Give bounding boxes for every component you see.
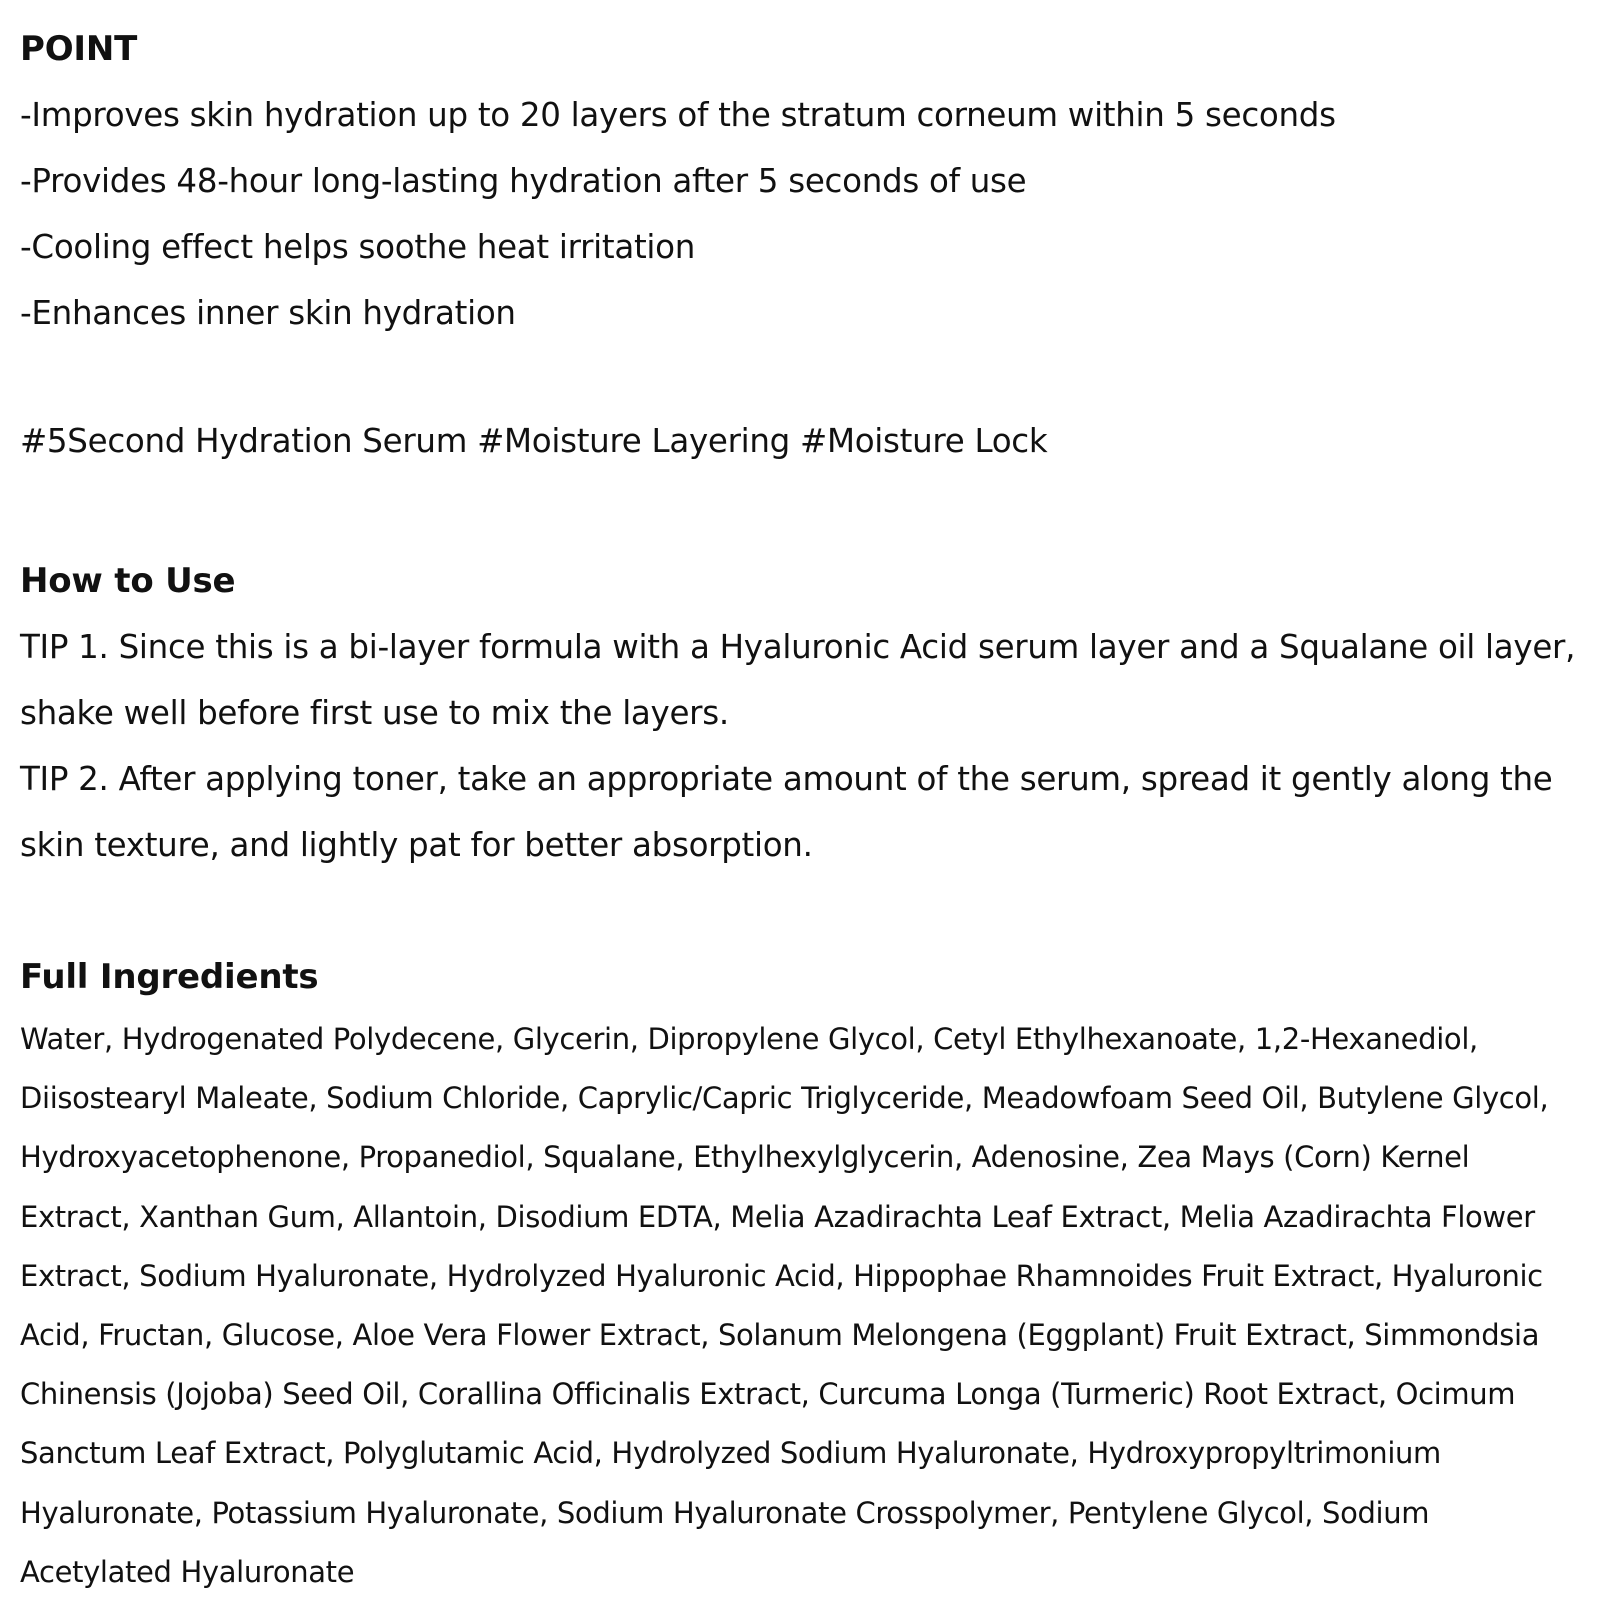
hashtag-section <box>20 408 1580 474</box>
how-to-use-section <box>20 548 1580 878</box>
point-item: -Provides 48-hour long-lasting hydration after 5 seconds of use <box>20 162 1027 200</box>
ingredients-section <box>20 944 1580 1602</box>
point-item: -Improves skin hydration up to 20 layers of the stratum corneum within 5 seconds <box>20 96 1336 134</box>
point-item: -Cooling effect helps soothe heat irritation <box>20 228 696 266</box>
point-item: -Enhances inner skin hydration <box>20 294 516 332</box>
tip-1: TIP 1. Since this is a bi-layer formula with a Hyaluronic Acid serum layer and a Squalane oil layer, shake well before first use to mix the layers. <box>20 628 1576 732</box>
ingredients-heading: Full Ingredients <box>20 957 319 997</box>
hashtags: #5Second Hydration Serum #Moisture Layering #Moisture Lock <box>20 422 1048 460</box>
point-heading: POINT <box>20 29 138 69</box>
how-to-use-heading: How to Use <box>20 561 236 601</box>
point-section <box>20 16 1580 346</box>
ingredients-list: Water, Hydrogenated Polydecene, Glycerin, Dipropylene Glycol, Cetyl Ethylhexanoate, 1,2-Hexanediol, Diisostearyl Maleate, Sodium Chloride, Caprylic/Capric Triglyceride, Meadowfoam Seed Oil, Butylene Glycol, Hydroxyacetophenone, Propanediol, Squalane, Ethylhexylglycerin, Adenosine, Zea Mays (Corn) Kernel Extract, Xanthan Gum, Allantoin, Disodium EDTA, Melia Azadirachta Leaf Extract, Melia Azadirachta Flower Extract, Sodium Hyaluronate, Hydrolyzed Hyaluronic Acid, Hippophae Rhamnoides Fruit Extract, Hyaluronic Acid, Fructan, Glucose, Aloe Vera Flower Extract, Solanum Melongena (Eggplant) Fruit Extract, Simmondsia Chinensis (Jojoba) Seed Oil, Corallina Officinalis Extract, Curcuma Longa (Turmeric) Root Extract, Ocimum Sanctum Leaf Extract, Polyglutamic Acid, Hydrolyzed Sodium Hyaluronate, Hydroxypropyltrimonium Hyaluronate, Potassium Hyaluronate, Sodium Hyaluronate Crosspolymer, Pentylene Glycol, Sodium Acetylated Hyaluronate <box>20 1022 1549 1589</box>
tip-2: TIP 2. After applying toner, take an appropriate amount of the serum, spread it gently along the skin texture, and lightly pat for better absorption. <box>20 760 1553 864</box>
